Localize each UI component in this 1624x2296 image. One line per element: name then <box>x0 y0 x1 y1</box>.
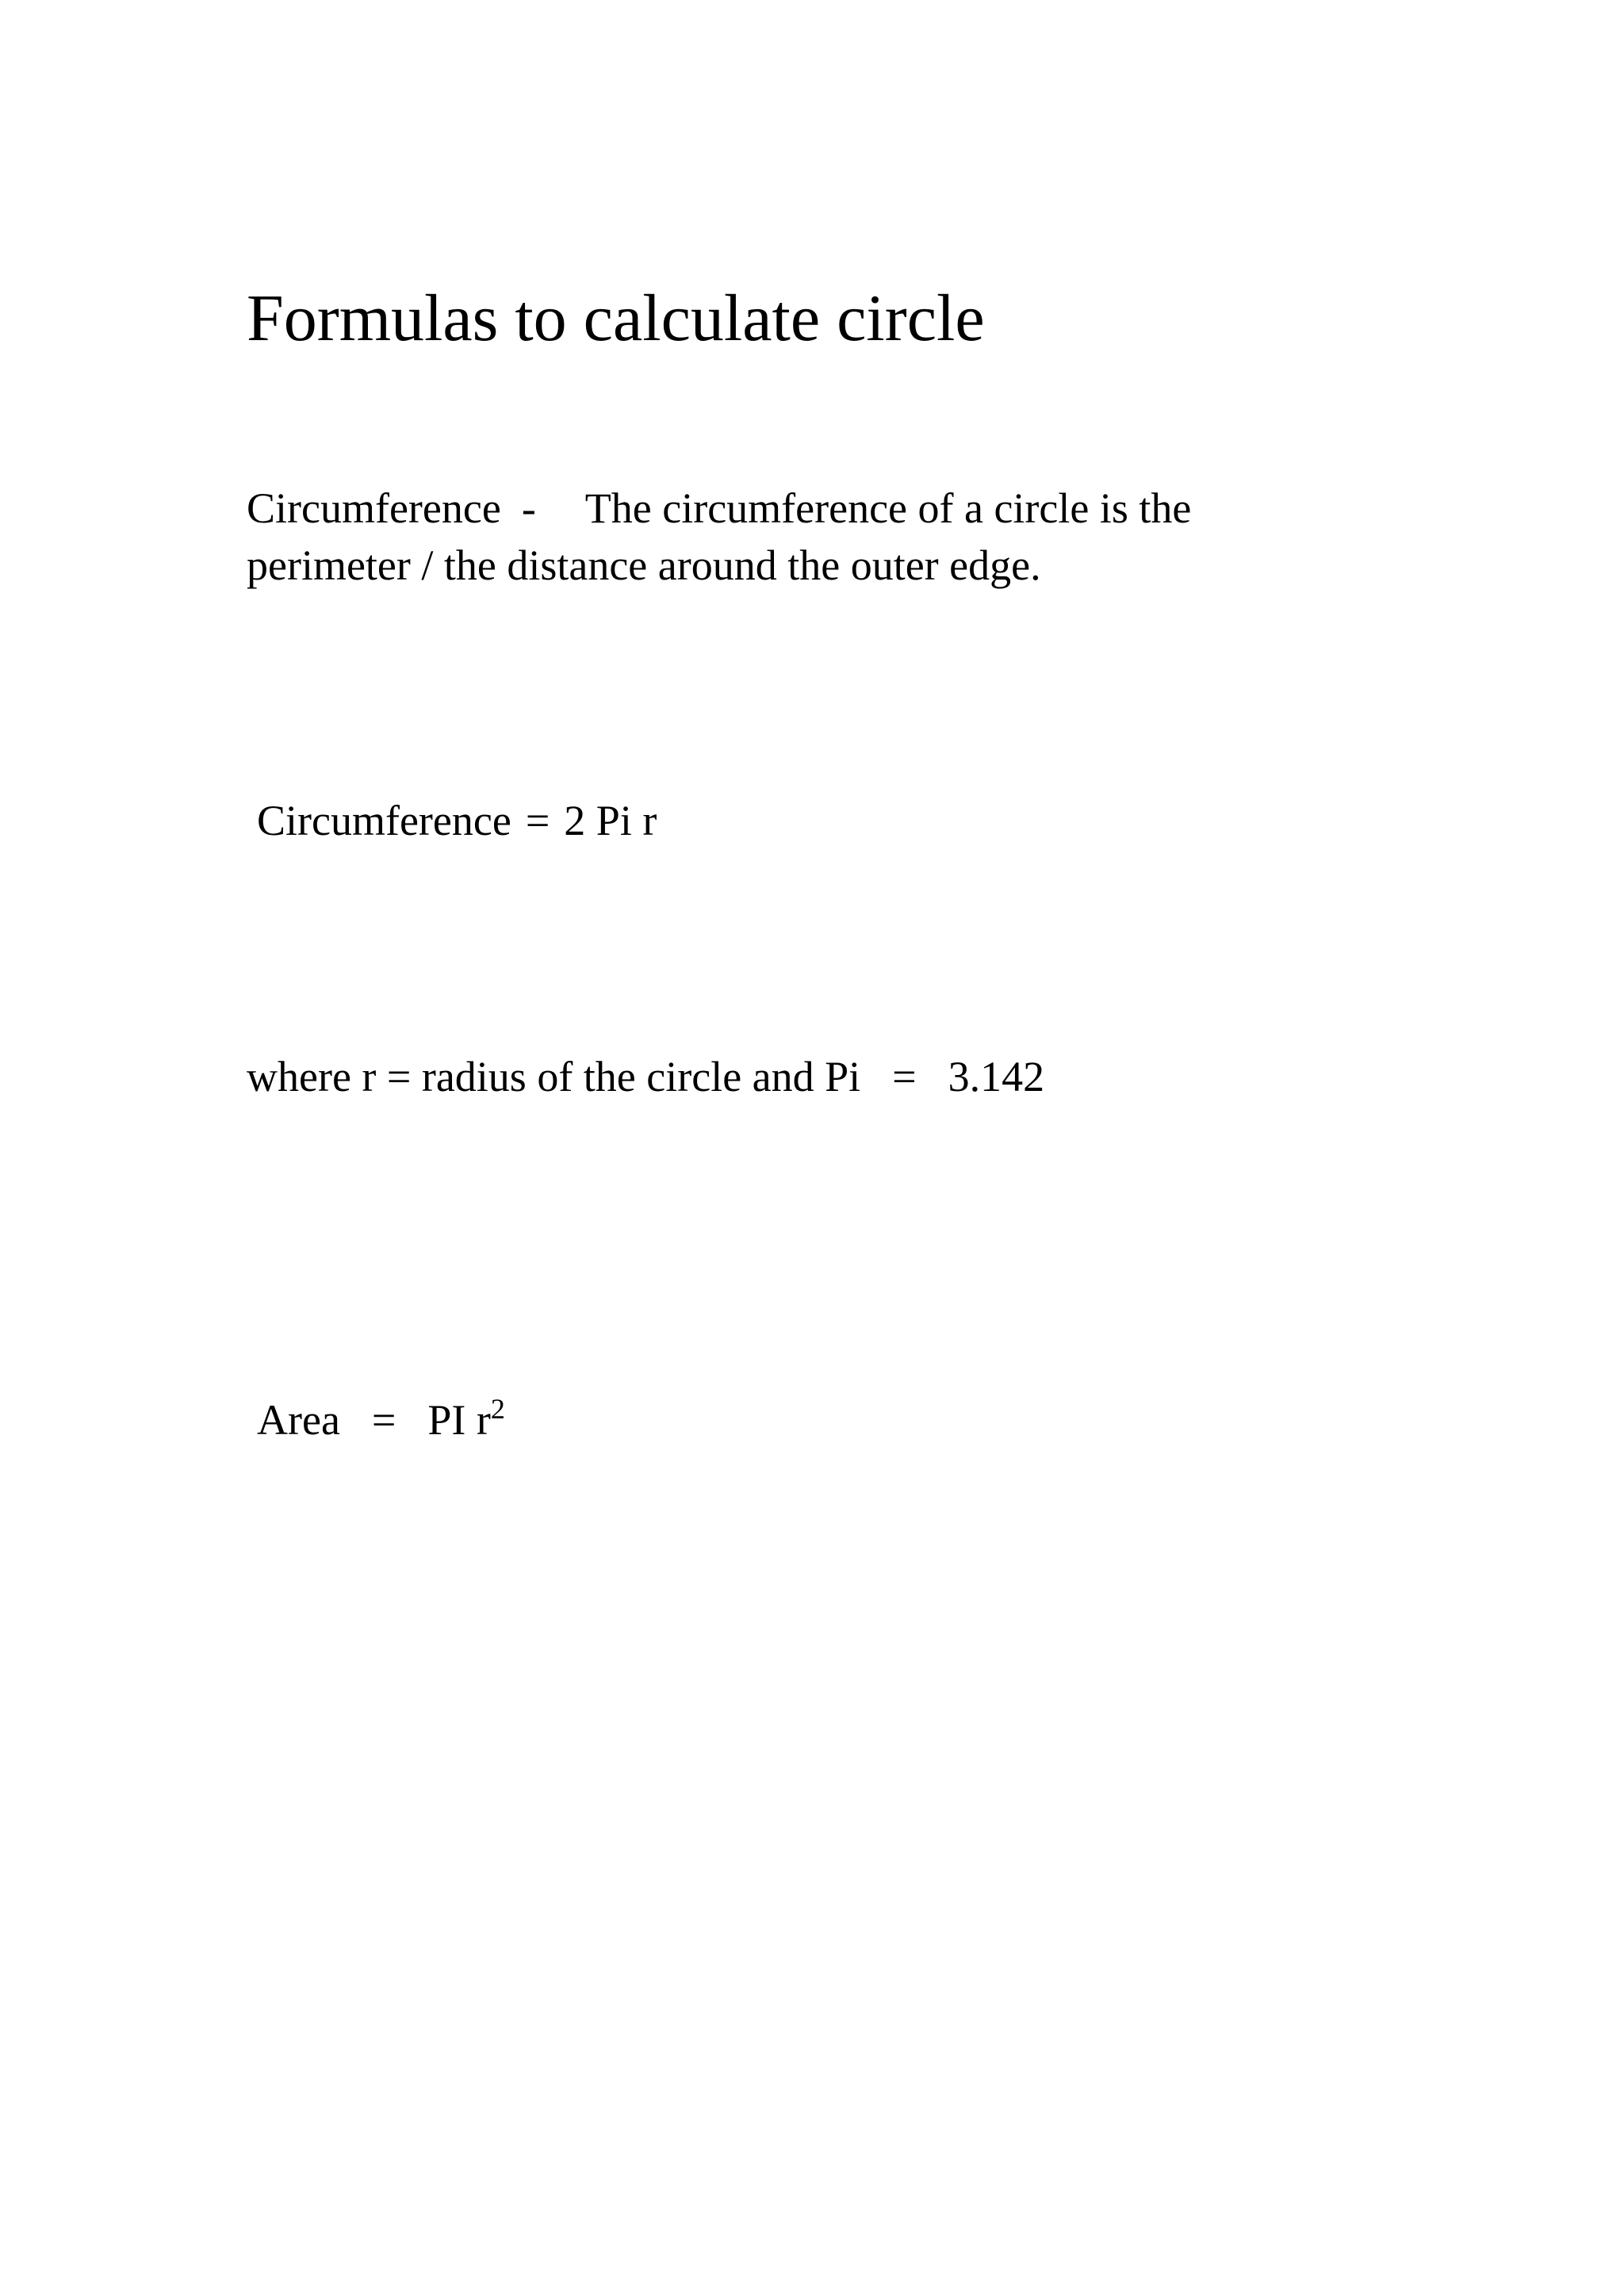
circumference-formula-lhs: Circumference <box>257 797 511 844</box>
definition-term: Circumference <box>247 484 501 532</box>
circumference-definition <box>247 480 1246 594</box>
page-title: Formulas to calculate circle <box>247 281 985 355</box>
area-formula <box>257 1395 505 1446</box>
area-formula-exponent: 2 <box>490 1393 505 1425</box>
definition-separator: - <box>521 484 536 532</box>
definition-text-1: The circumference of a circle is the <box>584 484 1192 532</box>
circumference-formula <box>257 795 657 847</box>
definition-line-1 <box>247 480 1246 537</box>
circumference-formula-rhs: 2 Pi r <box>564 797 657 844</box>
where-clause-equals: = <box>892 1053 917 1100</box>
definition-text-2: perimeter / the distance around the outer edge. <box>247 541 1041 589</box>
area-formula-equals: = <box>371 1396 396 1444</box>
circumference-formula-equals: = <box>525 797 550 844</box>
pi-value: 3.142 <box>948 1053 1045 1100</box>
where-clause-text: where r = radius of the circle and Pi <box>247 1053 861 1100</box>
area-formula-rhs: PI r <box>427 1396 491 1444</box>
where-clause <box>247 1051 1044 1103</box>
area-formula-lhs: Area <box>257 1396 340 1444</box>
